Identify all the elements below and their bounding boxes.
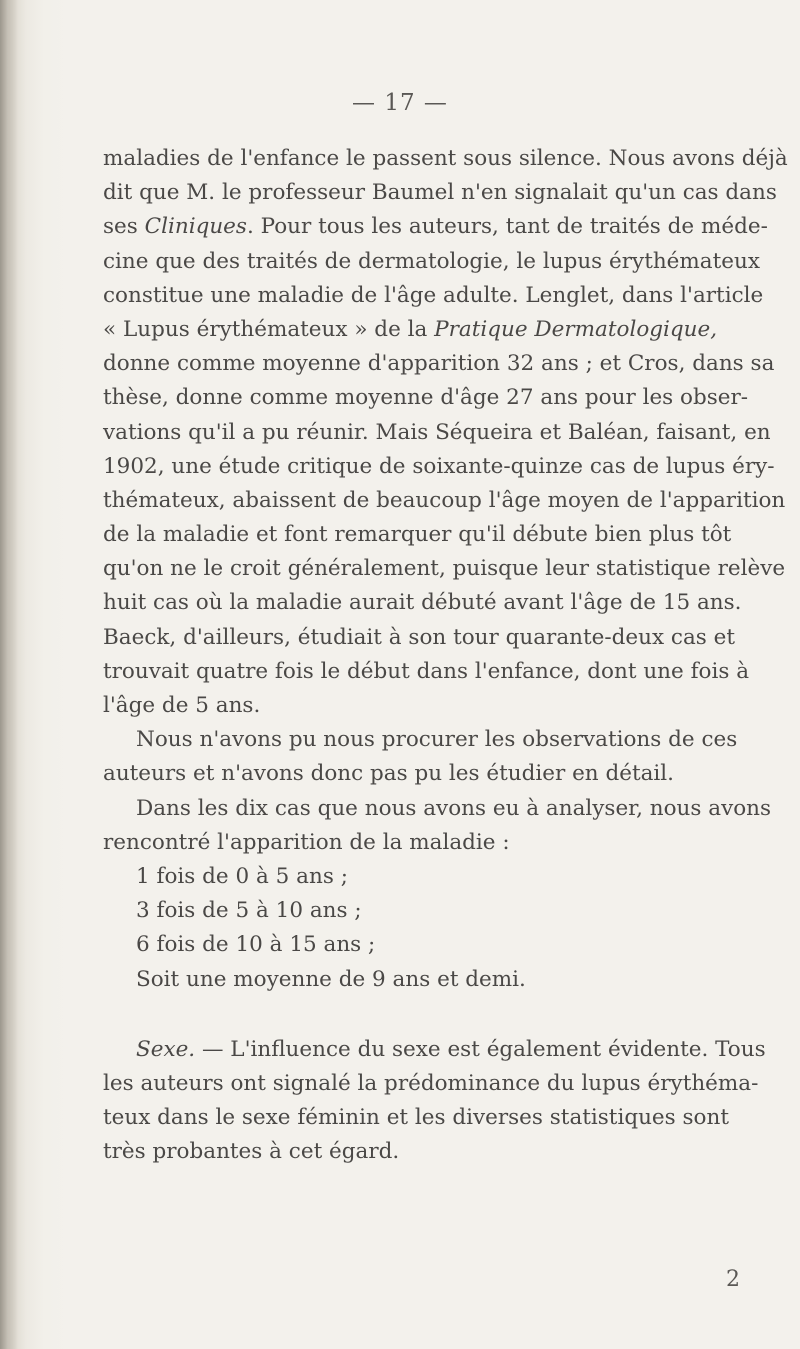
body-text	[103, 142, 788, 1169]
paragraph-gap	[103, 997, 683, 1033]
text-line	[103, 313, 718, 347]
text-line	[103, 210, 768, 244]
text-line: qu'on ne le croit généralement, puisque leur statistique relève	[103, 556, 786, 582]
signature-mark: 2	[726, 1267, 740, 1292]
text-line: vations qu'il a pu réunir. Mais Séqueira et Baléan, faisant, en	[103, 419, 771, 445]
list-item: 1 fois de 0 à 5 ans ;	[136, 863, 348, 889]
text-line: très probantes à cet égard.	[103, 1139, 400, 1165]
text-line: auteurs et n'avons donc pas pu les étudier en détail.	[103, 761, 675, 787]
text-fragment: ses	[103, 214, 138, 240]
section-heading: Sexe.	[136, 1036, 196, 1062]
text-line	[103, 1033, 766, 1067]
text-line: Baeck, d'ailleurs, étudiait à son tour quarante-deux cas et	[103, 624, 736, 650]
italic-title: Cliniques	[144, 214, 247, 240]
italic-title: Pratique Dermatologique,	[434, 316, 718, 342]
text-line: huit cas où la maladie aurait débuté avant l'âge de 15 ans.	[103, 590, 742, 616]
text-line: teux dans le sexe féminin et les diverses statistiques sont	[103, 1105, 729, 1131]
list-item: 3 fois de 5 à 10 ans ;	[136, 898, 362, 924]
text-line: thèse, donne comme moyenne d'âge 27 ans pour les obser-	[103, 385, 749, 411]
text-line: les auteurs ont signalé la prédominance du lupus érythéma-	[103, 1070, 759, 1096]
text-line: constitue une maladie de l'âge adulte. Lenglet, dans l'article	[103, 282, 764, 308]
text-line: dit que M. le professeur Baumel n'en signalait qu'un cas dans	[103, 180, 777, 206]
text-line: thémateux, abaissent de beaucoup l'âge moyen de l'apparition	[103, 487, 786, 513]
list-item: 6 fois de 10 à 15 ans ;	[136, 932, 376, 958]
text-line: donne comme moyenne d'apparition 32 ans ; et Cros, dans sa	[103, 351, 775, 377]
text-line: trouvait quatre fois le début dans l'enfance, dont une fois à	[103, 658, 750, 684]
book-binding-edge	[0, 0, 18, 1349]
text-fragment: « Lupus érythémateux » de la	[103, 316, 428, 342]
text-line: maladies de l'enfance le passent sous silence. Nous avons déjà	[103, 146, 788, 171]
text-line: rencontré l'apparition de la maladie :	[103, 829, 510, 855]
text-line: Nous n'avons pu nous procurer les observations de ces	[136, 727, 738, 753]
text-fragment: — L'influence du sexe est également évidente. Tous	[195, 1036, 766, 1062]
text-line: Dans les dix cas que nous avons eu à analyser, nous avons	[136, 795, 772, 821]
text-fragment: . Pour tous les auteurs, tant de traités de méde-	[246, 214, 768, 240]
summary-line: Soit une moyenne de 9 ans et demi.	[136, 966, 526, 992]
text-line: cine que des traités de dermatologie, le lupus érythémateux	[103, 248, 760, 274]
text-line: l'âge de 5 ans.	[103, 693, 261, 718]
text-line: de la maladie et font remarquer qu'il débute bien plus tôt	[103, 522, 732, 548]
page-number: — 17 —	[352, 90, 448, 116]
text-line: 1902, une étude critique de soixante-quinze cas de lupus éry-	[103, 453, 775, 479]
